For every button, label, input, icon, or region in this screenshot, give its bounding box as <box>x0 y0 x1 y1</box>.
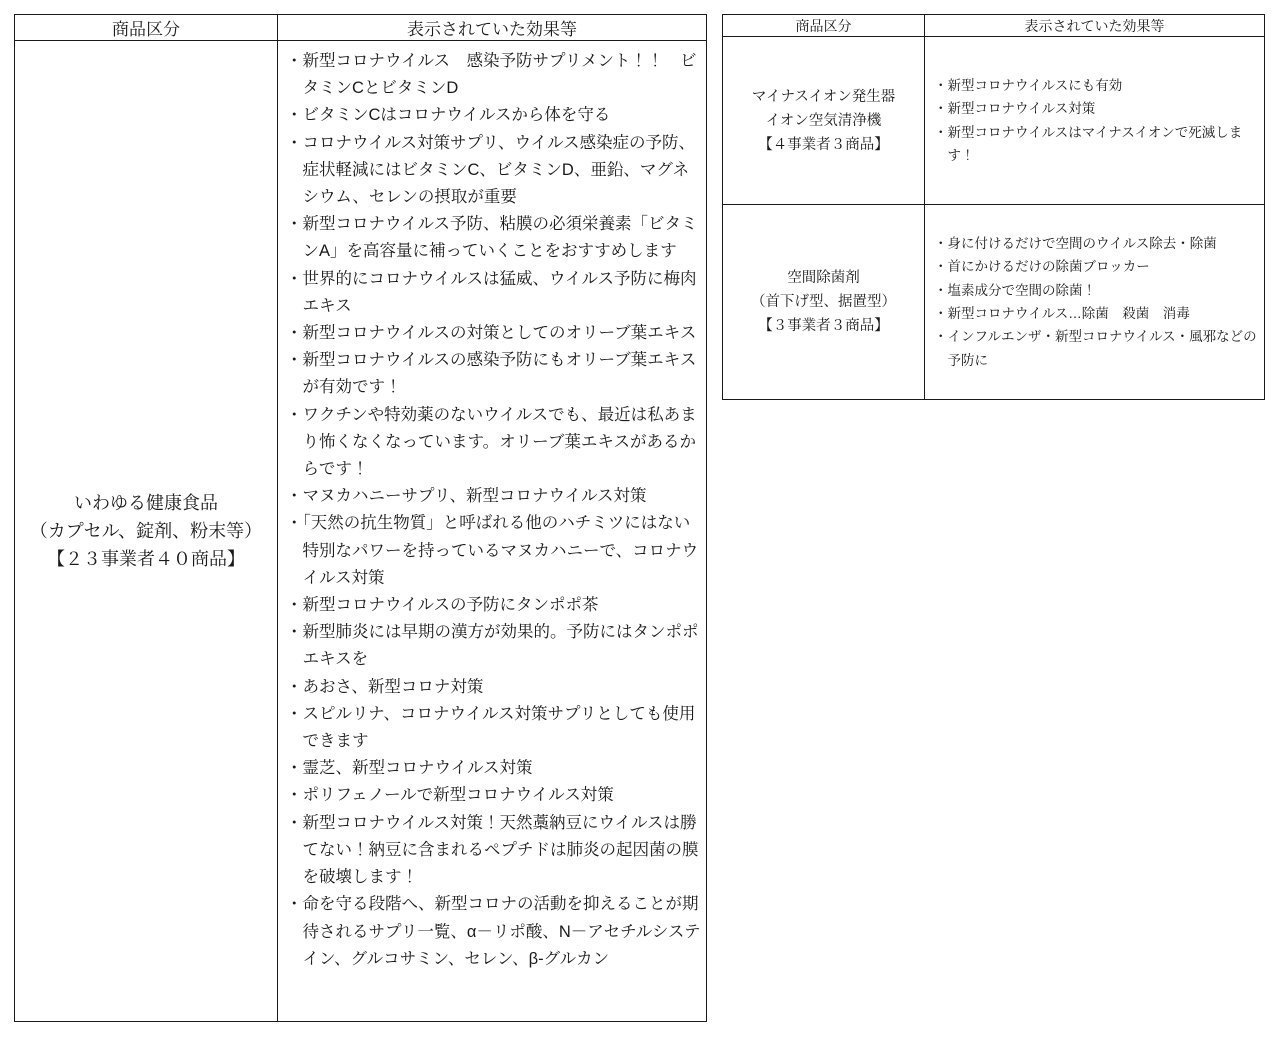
category-line: 【３事業者３商品】 <box>758 318 889 334</box>
table-row <box>723 37 1265 205</box>
effect-item: ・ 霊芝、新型コロナウイルス対策 <box>286 755 702 782</box>
right-category-header: 商品区分 <box>723 15 925 37</box>
effect-item: ・ 新型コロナウイルスの感染予防にもオリーブ葉エキスが有効です！ <box>286 347 702 401</box>
effects-cell-space-sanitizer <box>925 205 1265 400</box>
category-line: いわゆる健康食品 <box>74 493 218 513</box>
effect-item: ・ 新型コロナウイルスの予防にタンポポ茶 <box>286 592 702 619</box>
effects-list <box>934 74 1260 167</box>
category-line: （首下げ型、据置型） <box>751 294 896 310</box>
effect-item: ・ 命を守る段階へ、新型コロナの活動を抑えることが期待されるサプリ一覧、α－リポ酸、N－アセチルシステイン、グルコサミン、セレン、β-グルカン <box>286 891 702 973</box>
right-table-header-row <box>723 15 1265 37</box>
right-effects-header: 表示されていた効果等 <box>925 15 1265 37</box>
effect-item: ・ ポリフェノールで新型コロナウイルス対策 <box>286 782 702 809</box>
effect-item: ・ 首にかけるだけの除菌ブロッカー <box>934 255 1260 278</box>
effects-list <box>286 48 702 973</box>
effect-item: ・ 新型コロナウイルス予防、粘膜の必須栄養素「ビタミンA」を高容量に補っていくことをおすすめします <box>286 211 702 265</box>
effect-item: ・ 塩素成分で空間の除菌！ <box>934 279 1260 302</box>
left-effects-header: 表示されていた効果等 <box>278 15 707 41</box>
effect-item: ・ 世界的にコロナウイルスは猛威、ウイルス予防に梅肉エキス <box>286 266 702 320</box>
effects-cell-health-food <box>278 41 707 1022</box>
category-cell-ion-generator <box>723 37 925 205</box>
effect-item: ・ 新型コロナウイルスはマイナスイオンで死滅します！ <box>934 121 1260 168</box>
category-line: 【２３事業者４０商品】 <box>47 549 245 569</box>
effects-cell-ion-generator <box>925 37 1265 205</box>
effect-item: ・ あおさ、新型コロナ対策 <box>286 674 702 701</box>
devices-table <box>722 14 1265 400</box>
effect-item: ・ スピルリナ、コロナウイルス対策サプリとしても使用できます <box>286 701 702 755</box>
left-table-header-row <box>15 15 707 41</box>
effect-item: ・ コロナウイルス対策サプリ、ウイルス感染症の予防、症状軽減にはビタミンC、ビタミンD、亜鉛、マグネシウム、セレンの摂取が重要 <box>286 130 702 212</box>
category-line: イオン空気清浄機 <box>765 112 882 129</box>
category-line: 空間除菌剤 <box>787 270 860 286</box>
effect-item: ・ インフルエンザ・新型コロナウイルス・風邪などの予防に <box>934 325 1260 372</box>
effect-item: ・ 新型コロナウイルス対策 <box>934 97 1260 120</box>
effect-item: ・ 新型コロナウイルス…除菌 殺菌 消毒 <box>934 302 1260 325</box>
category-line: 【４事業者３商品】 <box>758 136 889 153</box>
effect-item: ・ 新型コロナウイルス対策！天然藁納豆にウイルスは勝てない！納豆に含まれるペプチドは肺炎の起因菌の膜を破壊します！ <box>286 810 702 892</box>
category-line: （カプセル、錠剤、粉末等） <box>29 521 263 541</box>
effect-item: ・ 新型コロナウイルス 感染予防サプリメント！！ ビタミンCとビタミンD <box>286 48 702 102</box>
effect-item: ・ 「天然の抗生物質」と呼ばれる他のハチミツにはない特別なパワーを持っているマヌカハニーで、コロナウイルス対策 <box>286 510 702 592</box>
health-food-table <box>14 14 707 1022</box>
effect-item: ・ 新型肺炎には早期の漢方が効果的。予防にはタンポポエキスを <box>286 619 702 673</box>
effect-item: ・ 新型コロナウイルスにも有効 <box>934 74 1260 97</box>
category-cell-space-sanitizer <box>723 205 925 400</box>
effect-item: ・ 新型コロナウイルスの対策としてのオリーブ葉エキス <box>286 320 702 347</box>
left-category-header: 商品区分 <box>15 15 278 41</box>
effect-item: ・ ワクチンや特効薬のないウイルスでも、最近は私あまり怖くなくなっています。オリーブ葉エキスがあるからです！ <box>286 402 702 484</box>
category-cell-health-food <box>15 41 278 1022</box>
effect-item: ・ マヌカハニーサプリ、新型コロナウイルス対策 <box>286 483 702 510</box>
effect-item: ・ ビタミンCはコロナウイルスから体を守る <box>286 102 702 129</box>
table-row <box>723 205 1265 400</box>
effect-item: ・ 身に付けるだけで空間のウイルス除去・除菌 <box>934 232 1260 255</box>
table-row <box>15 41 707 1022</box>
effects-list <box>934 232 1260 372</box>
category-line: マイナスイオン発生器 <box>751 88 896 105</box>
